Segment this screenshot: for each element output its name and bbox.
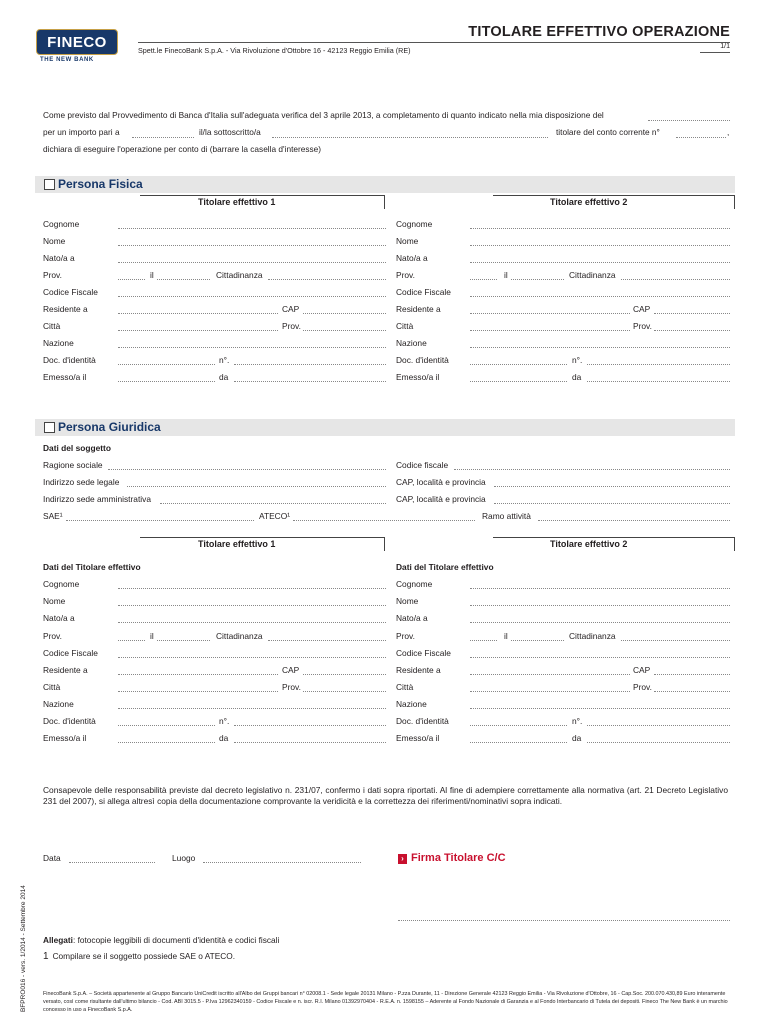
pg1-citta-label: Città bbox=[43, 682, 61, 692]
pf1-doc-label: Doc. d'identità bbox=[43, 355, 96, 365]
pg2-cap-field[interactable] bbox=[654, 674, 730, 675]
pf2-emesso-field[interactable] bbox=[470, 381, 567, 382]
pg2-da-label: da bbox=[572, 733, 582, 743]
pg1-prov2-field[interactable] bbox=[303, 691, 386, 692]
pg-sae-field[interactable] bbox=[66, 520, 254, 521]
pg2-da-field[interactable] bbox=[587, 742, 730, 743]
pf1-codice-fiscale-label: Codice Fiscale bbox=[43, 287, 98, 297]
footnote-text: Compilare se il soggetto possiede SAE o ATECO. bbox=[52, 951, 236, 961]
pg2-numero-label: n°. bbox=[572, 716, 583, 726]
firma-signature-field[interactable] bbox=[398, 920, 730, 921]
allegati-note bbox=[43, 935, 279, 945]
pf2-codice-fiscale-label: Codice Fiscale bbox=[396, 287, 451, 297]
pg2-il-field[interactable] bbox=[511, 640, 564, 641]
pf2-numero-label: n°. bbox=[572, 355, 583, 365]
pg2-nato-field[interactable] bbox=[470, 622, 730, 623]
persona-fisica-title: Persona Fisica bbox=[58, 177, 143, 191]
pf1-cittadinanza-field[interactable] bbox=[268, 279, 386, 280]
pf2-codice-fiscale-field[interactable] bbox=[470, 296, 730, 297]
pf-column-2-label: Titolare effettivo 2 bbox=[550, 197, 628, 207]
pg-ragione-sociale-label: Ragione sociale bbox=[43, 460, 103, 470]
pf2-doc-field[interactable] bbox=[470, 364, 567, 365]
page-title: TITOLARE EFFETTIVO OPERAZIONE bbox=[468, 24, 730, 40]
pg1-codice-fiscale-field[interactable] bbox=[118, 657, 386, 658]
pg-sede-amm-label: Indirizzo sede amministrativa bbox=[43, 494, 151, 504]
pf2-da-label: da bbox=[572, 372, 582, 382]
pf2-nato-field[interactable] bbox=[470, 262, 730, 263]
pg1-citta-field[interactable] bbox=[118, 691, 278, 692]
pf1-il-field[interactable] bbox=[157, 279, 210, 280]
pg-cap-amm-label: CAP, località e provincia bbox=[396, 494, 486, 504]
pg1-numero-field[interactable] bbox=[234, 725, 386, 726]
pg-sede-amm-field[interactable] bbox=[160, 503, 386, 504]
pg2-doc-label: Doc. d'identità bbox=[396, 716, 449, 726]
pf1-residente-label: Residente a bbox=[43, 304, 88, 314]
persona-fisica-checkbox[interactable] bbox=[44, 179, 55, 190]
pg2-nome-field[interactable] bbox=[470, 605, 730, 606]
pf1-cognome-field[interactable] bbox=[118, 228, 386, 229]
pg1-cittadinanza-label: Cittadinanza bbox=[216, 631, 263, 641]
pf1-da-label: da bbox=[219, 372, 229, 382]
pf2-cap-field[interactable] bbox=[654, 313, 730, 314]
pf1-citta-label: Città bbox=[43, 321, 61, 331]
logo-tagline: THE NEW BANK bbox=[40, 57, 94, 63]
intro-line-3: dichiara di eseguire l'operazione per conto di (barrare la casella d'interesse) bbox=[43, 144, 322, 154]
pg2-nato-label: Nato/a a bbox=[396, 613, 428, 623]
pg1-da-field[interactable] bbox=[234, 742, 386, 743]
pf1-emesso-label: Emesso/a il bbox=[43, 372, 87, 382]
pg-sede-legale-field[interactable] bbox=[127, 486, 386, 487]
pg1-emesso-label: Emesso/a il bbox=[43, 733, 87, 743]
pf1-il-label: il bbox=[150, 270, 154, 280]
data-label: Data bbox=[43, 853, 61, 863]
pf1-numero-label: n°. bbox=[219, 355, 230, 365]
pf1-nome-label: Nome bbox=[43, 236, 66, 246]
footnote-mark: 1 bbox=[43, 951, 49, 962]
pg2-emesso-label: Emesso/a il bbox=[396, 733, 440, 743]
pf2-prov-field[interactable] bbox=[470, 279, 497, 280]
pf1-cap-field[interactable] bbox=[303, 313, 386, 314]
luogo-label: Luogo bbox=[172, 853, 196, 863]
pf2-cognome-label: Cognome bbox=[396, 219, 433, 229]
pf2-da-field[interactable] bbox=[587, 381, 730, 382]
pg1-residente-field[interactable] bbox=[118, 674, 278, 675]
pg-ateco-field[interactable] bbox=[293, 520, 475, 521]
declaration-text: Consapevole delle responsabilità previste dal decreto legislativo n. 231/07, confermo i dati sopra riportati. Al fine di adempiere correttamente alla normativa (art. 21 Decreto Legislativo 231 del 2007), si allega altresì copia della documentazione comprovante la veridicità e la correttezza dei riferimenti/nominativi sopra indicati. bbox=[43, 785, 728, 806]
disposizione-date-field[interactable] bbox=[648, 120, 730, 121]
pg2-nazione-field[interactable] bbox=[470, 708, 730, 709]
pg1-prov-field[interactable] bbox=[118, 640, 145, 641]
pg-codice-fiscale-label: Codice fiscale bbox=[396, 460, 449, 470]
pf1-da-field[interactable] bbox=[234, 381, 386, 382]
pg1-nome-field[interactable] bbox=[118, 605, 386, 606]
importo-field[interactable] bbox=[132, 137, 194, 138]
pf2-cittadinanza-field[interactable] bbox=[621, 279, 730, 280]
persona-giuridica-title: Persona Giuridica bbox=[58, 420, 161, 434]
pg2-prov2-field[interactable] bbox=[654, 691, 730, 692]
pf1-doc-field[interactable] bbox=[118, 364, 215, 365]
persona-giuridica-checkbox[interactable] bbox=[44, 422, 55, 433]
pf2-residente-field[interactable] bbox=[470, 313, 630, 314]
fineco-logo: FINECO bbox=[36, 29, 118, 55]
intro-importo-label: per un importo pari a bbox=[43, 127, 120, 137]
pg2-cittadinanza-label: Cittadinanza bbox=[569, 631, 616, 641]
pg-ragione-sociale-field[interactable] bbox=[108, 469, 386, 470]
pf2-nato-label: Nato/a a bbox=[396, 253, 428, 263]
pg1-cognome-label: Cognome bbox=[43, 579, 80, 589]
pg-column-1-label: Titolare effettivo 1 bbox=[198, 539, 276, 549]
pg2-residente-label: Residente a bbox=[396, 665, 441, 675]
pf2-cap-label: CAP bbox=[633, 304, 651, 314]
pf2-citta-field[interactable] bbox=[470, 330, 630, 331]
arrow-marker-icon: › bbox=[398, 854, 407, 864]
pf1-numero-field[interactable] bbox=[234, 364, 386, 365]
allegati-text: : fotocopie leggibili di documenti d'identità e codici fiscali bbox=[72, 935, 280, 945]
pg1-doc-label: Doc. d'identità bbox=[43, 716, 96, 726]
pf2-prov-label: Prov. bbox=[396, 270, 415, 280]
pf2-nome-label: Nome bbox=[396, 236, 419, 246]
pf2-doc-label: Doc. d'identità bbox=[396, 355, 449, 365]
pg-ramo-label: Ramo attività bbox=[482, 511, 531, 521]
pf1-cognome-label: Cognome bbox=[43, 219, 80, 229]
pf2-cittadinanza-label: Cittadinanza bbox=[569, 270, 616, 280]
pf1-nato-label: Nato/a a bbox=[43, 253, 75, 263]
pg1-prov-label: Prov. bbox=[43, 631, 62, 641]
pg1-cognome-field[interactable] bbox=[118, 588, 386, 589]
pg1-nazione-label: Nazione bbox=[43, 699, 74, 709]
pg2-emesso-field[interactable] bbox=[470, 742, 567, 743]
legal-footer: FinecoBank S.p.A. – Società appartenente al Gruppo Bancario UniCredit iscritto all'Albo dei Gruppi bancari n° 02008.1 - Sede legale 20131 Milano - P.zza Durante, 11 - Direzione Generale 42123 Reggio Emilia - Via Rivoluzione d'Ottobre, 16 - Cap.Soc. 200.070.430,89 Euro interamente versato, così come risultante dall'ultimo bilancio - Cod. ABI 3015.5 - P.Iva 12962340159 - Codice Fiscale e n. iscr. R.I. Milano 01392970404 - R.E.A. n. 1598155 – Aderente al Fondo Nazionale di Garanzia e al Fondo Interbancario di Tutela dei depositi. Fineco The New Bank è un marchio concesso in uso a FinecoBank S.p.A. bbox=[43, 991, 728, 1013]
pg2-prov2-label: Prov. bbox=[633, 682, 652, 692]
pf1-nazione-field[interactable] bbox=[118, 347, 386, 348]
intro-conto-label: titolare del conto corrente n° bbox=[556, 127, 660, 137]
pf1-citta-field[interactable] bbox=[118, 330, 278, 331]
page-number: 1/1 bbox=[720, 43, 730, 50]
pg-cap-legale-label: CAP, località e provincia bbox=[396, 477, 486, 487]
pf2-residente-label: Residente a bbox=[396, 304, 441, 314]
pg1-codice-fiscale-label: Codice Fiscale bbox=[43, 648, 98, 658]
pg1-nato-field[interactable] bbox=[118, 622, 386, 623]
pg2-codice-fiscale-label: Codice Fiscale bbox=[396, 648, 451, 658]
pf1-prov2-label: Prov. bbox=[282, 321, 301, 331]
pg1-cittadinanza-field[interactable] bbox=[268, 640, 386, 641]
pg1-emesso-field[interactable] bbox=[118, 742, 215, 743]
pf1-prov-label: Prov. bbox=[43, 270, 62, 280]
form-version-side-text: BFPRO016 - vers. 1/2014 - Settembre 2014 bbox=[20, 885, 27, 1012]
intro-sottoscritto-label: il/la sottoscritto/a bbox=[199, 127, 261, 137]
pg2-il-label: il bbox=[504, 631, 508, 641]
pg1-nome-label: Nome bbox=[43, 596, 66, 606]
firma-titolare-label: › Firma Titolare C/C bbox=[398, 852, 506, 864]
pg-ateco-label: ATECO¹ bbox=[259, 511, 291, 521]
pf2-prov2-field[interactable] bbox=[654, 330, 730, 331]
pf2-numero-field[interactable] bbox=[587, 364, 730, 365]
sottoscritto-field[interactable] bbox=[272, 137, 548, 138]
intro-line-1: Come previsto dal Provvedimento di Banca d'Italia sull'adeguata verifica del 3 aprile 2013, a completamento di quanto indicato nella mia disposizione del bbox=[43, 110, 604, 120]
pg2-cap-label: CAP bbox=[633, 665, 651, 675]
pg-cap-legale-field[interactable] bbox=[494, 486, 730, 487]
pg-sae-label: SAE¹ bbox=[43, 511, 63, 521]
conto-corrente-field[interactable] bbox=[676, 137, 726, 138]
pf2-il-field[interactable] bbox=[511, 279, 564, 280]
pf2-emesso-label: Emesso/a il bbox=[396, 372, 440, 382]
pf1-emesso-field[interactable] bbox=[118, 381, 215, 382]
pg1-numero-label: n°. bbox=[219, 716, 230, 726]
pf2-citta-label: Città bbox=[396, 321, 414, 331]
pf-column-1-label: Titolare effettivo 1 bbox=[198, 197, 276, 207]
pf2-il-label: il bbox=[504, 270, 508, 280]
pg2-cognome-label: Cognome bbox=[396, 579, 433, 589]
pf1-cittadinanza-label: Cittadinanza bbox=[216, 270, 263, 280]
pg1-il-label: il bbox=[150, 631, 154, 641]
page-number-rule bbox=[700, 52, 730, 53]
allegati-label: Allegati bbox=[43, 935, 73, 945]
pg-dati-soggetto-label: Dati del soggetto bbox=[43, 443, 111, 453]
pg2-citta-label: Città bbox=[396, 682, 414, 692]
pg2-doc-field[interactable] bbox=[470, 725, 567, 726]
data-field[interactable] bbox=[69, 862, 155, 863]
pg1-nato-label: Nato/a a bbox=[43, 613, 75, 623]
pg2-codice-fiscale-field[interactable] bbox=[470, 657, 730, 658]
pf1-codice-fiscale-field[interactable] bbox=[118, 296, 386, 297]
addressee: Spett.le FinecoBank S.p.A. - Via Rivoluzione d'Ottobre 16 - 42123 Reggio Emilia (RE) bbox=[138, 46, 411, 55]
pg2-numero-field[interactable] bbox=[587, 725, 730, 726]
pg1-il-field[interactable] bbox=[157, 640, 210, 641]
pg1-residente-label: Residente a bbox=[43, 665, 88, 675]
pf2-nazione-field[interactable] bbox=[470, 347, 730, 348]
pf1-prov-field[interactable] bbox=[118, 279, 145, 280]
pg2-citta-field[interactable] bbox=[470, 691, 630, 692]
pf1-nazione-label: Nazione bbox=[43, 338, 74, 348]
pf1-residente-field[interactable] bbox=[118, 313, 278, 314]
pg2-prov-label: Prov. bbox=[396, 631, 415, 641]
pg2-nome-label: Nome bbox=[396, 596, 419, 606]
pg1-dati-titolare-label: Dati del Titolare effettivo bbox=[43, 562, 141, 572]
intro-comma: , bbox=[727, 127, 730, 137]
pf2-cognome-field[interactable] bbox=[470, 228, 730, 229]
pf2-nome-field[interactable] bbox=[470, 245, 730, 246]
pf1-nome-field[interactable] bbox=[118, 245, 386, 246]
pf1-prov2-field[interactable] bbox=[303, 330, 386, 331]
pg2-dati-titolare-label: Dati del Titolare effettivo bbox=[396, 562, 494, 572]
luogo-field[interactable] bbox=[203, 862, 361, 863]
pf1-cap-label: CAP bbox=[282, 304, 300, 314]
pg2-nazione-label: Nazione bbox=[396, 699, 427, 709]
pg1-doc-field[interactable] bbox=[118, 725, 215, 726]
pg2-cognome-field[interactable] bbox=[470, 588, 730, 589]
pg-column-2-label: Titolare effettivo 2 bbox=[550, 539, 628, 549]
pg-cap-amm-field[interactable] bbox=[494, 503, 730, 504]
pg1-da-label: da bbox=[219, 733, 229, 743]
pf2-prov2-label: Prov. bbox=[633, 321, 652, 331]
pf1-nato-field[interactable] bbox=[118, 262, 386, 263]
pf2-nazione-label: Nazione bbox=[396, 338, 427, 348]
pg2-prov-field[interactable] bbox=[470, 640, 497, 641]
pg2-residente-field[interactable] bbox=[470, 674, 630, 675]
footnote bbox=[43, 951, 235, 962]
header-rule bbox=[138, 42, 730, 43]
pg1-nazione-field[interactable] bbox=[118, 708, 386, 709]
pg1-cap-field[interactable] bbox=[303, 674, 386, 675]
pg2-cittadinanza-field[interactable] bbox=[621, 640, 730, 641]
pg1-cap-label: CAP bbox=[282, 665, 300, 675]
pg-codice-fiscale-field[interactable] bbox=[454, 469, 730, 470]
pg-ramo-field[interactable] bbox=[538, 520, 730, 521]
pg-sede-legale-label: Indirizzo sede legale bbox=[43, 477, 120, 487]
pg1-prov2-label: Prov. bbox=[282, 682, 301, 692]
